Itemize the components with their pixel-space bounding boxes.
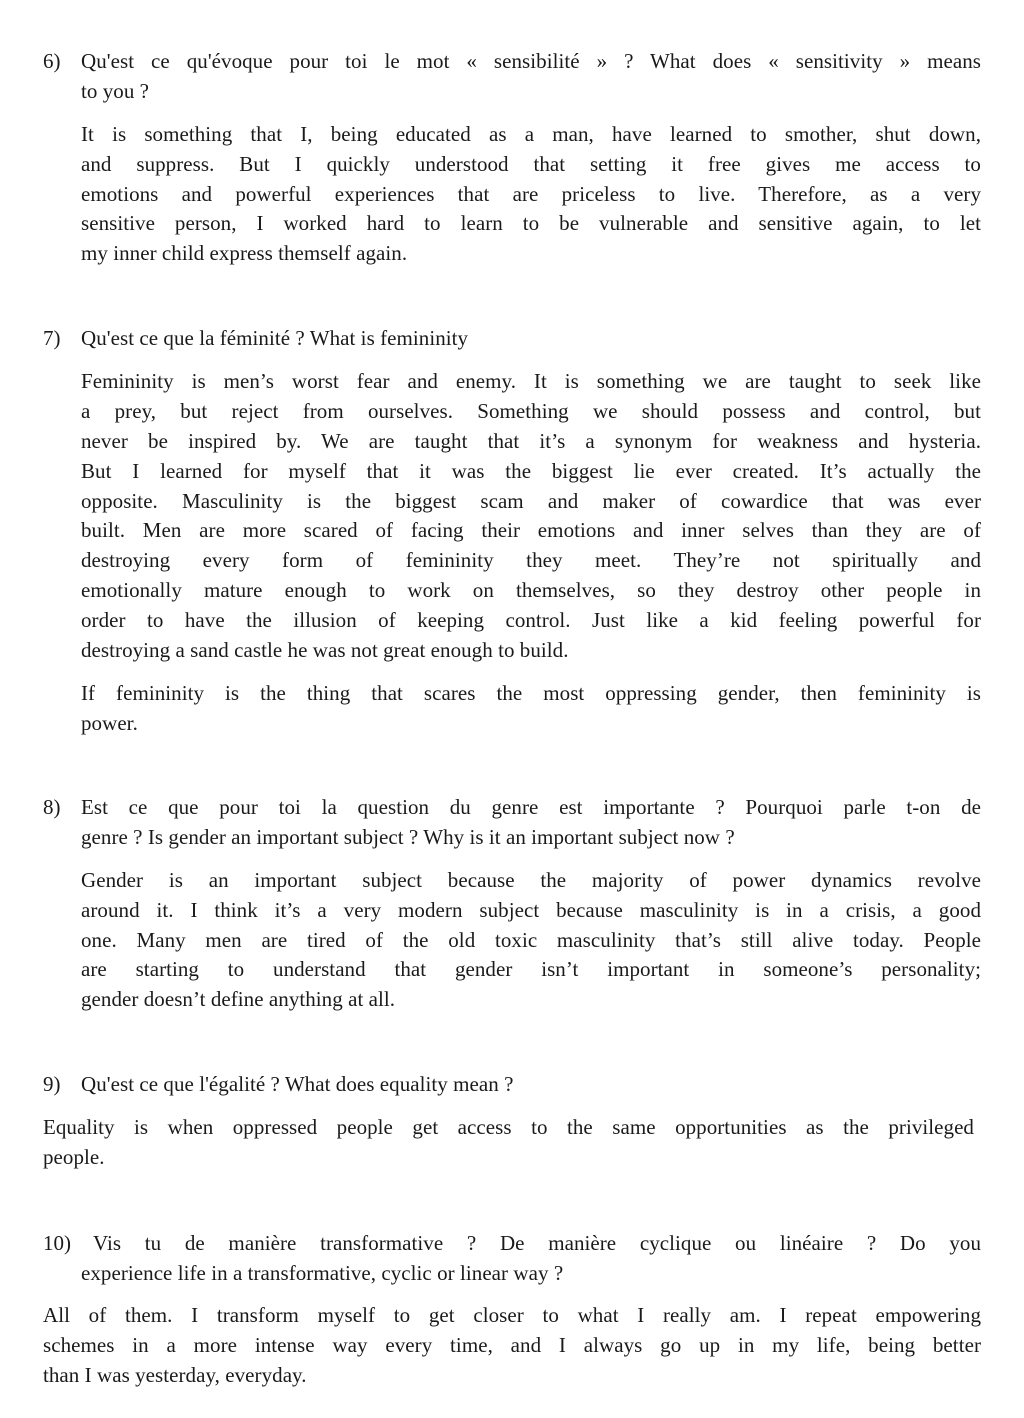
answer-text: a prey, but reject from ourselves. Something we should possess and control, but [81,399,981,423]
answer-text: power. [81,711,138,735]
answer-text: emotions and powerful experiences that are priceless to live. Therefore, as a very [81,182,981,206]
answer-text: Gender is an important subject because the majority of power dynamics revolve [81,868,981,892]
question-text: to you ? [81,79,150,103]
answer-text: than I was yesterday, everyday. [43,1363,307,1387]
answer-text: Femininity is men’s worst fear and enemy. It is something we are taught to seek like [81,369,981,393]
answer-text: emotionally mature enough to work on themselves, so they destroy other people in [81,578,981,602]
question-text: Est ce que pour toi la question du genre est importante ? Pourquoi parle t-on de [81,795,981,819]
answer-text: and suppress. But I quickly understood that setting it free gives me access to [81,152,981,176]
question-number: 8) [43,795,61,819]
answer-text: built. Men are more scared of facing their emotions and inner selves than they are of [81,518,981,542]
answer-text: But I learned for myself that it was the biggest lie ever created. It’s actually the [81,459,981,483]
question-number: 6) [43,49,61,73]
answer-text: All of them. I transform myself to get closer to what I really am. I repeat empowering [43,1303,981,1327]
answer-text: schemes in a more intense way every time, and I always go up in my life, being better [43,1333,981,1357]
answer-text: It is something that I, being educated as a man, have learned to smother, shut down, [81,122,981,146]
answer-text: destroying a sand castle he was not great enough to build. [81,638,569,662]
answer-text: never be inspired by. We are taught that it’s a synonym for weakness and hysteria. [81,429,981,453]
question-text: genre ? Is gender an important subject ? Why is it an important subject now ? [81,825,735,849]
answer-text: around it. I think it’s a very modern subject because masculinity is in a crisis, a good [81,898,981,922]
answer-text: order to have the illusion of keeping control. Just like a kid feeling powerful for [81,608,981,632]
question-number: 10) [43,1231,71,1255]
question-text: Qu'est ce que la féminité ? What is femininity [81,326,469,350]
answer-text: sensitive person, I worked hard to learn to be vulnerable and sensitive again, to let [81,211,981,235]
answer-text: Equality is when oppressed people get access to the same opportunities as the privileged [43,1115,974,1139]
question-text: Vis tu de manière transformative ? De manière cyclique ou linéaire ? Do you [93,1231,981,1255]
question-text: experience life in a transformative, cyclic or linear way ? [81,1261,564,1285]
answer-text: gender doesn’t define anything at all. [81,987,396,1011]
answer-text: are starting to understand that gender isn’t important in someone’s personality; [81,957,981,981]
question-number: 7) [43,326,61,350]
question-number: 9) [43,1072,61,1096]
question-text: Qu'est ce que l'égalité ? What does equality mean ? [81,1072,514,1096]
answer-text: opposite. Masculinity is the biggest scam and maker of cowardice that was ever [81,489,981,513]
question-text: Qu'est ce qu'évoque pour toi le mot « sensibilité » ? What does « sensitivity » means [81,49,981,73]
answer-text: destroying every form of femininity they meet. They’re not spiritually and [81,548,981,572]
answer-text: people. [43,1145,105,1169]
answer-text: If femininity is the thing that scares the most oppressing gender, then femininity is [81,681,981,705]
answer-text: one. Many men are tired of the old toxic masculinity that’s still alive today. People [81,928,981,952]
answer-text: my inner child express themself again. [81,241,408,265]
